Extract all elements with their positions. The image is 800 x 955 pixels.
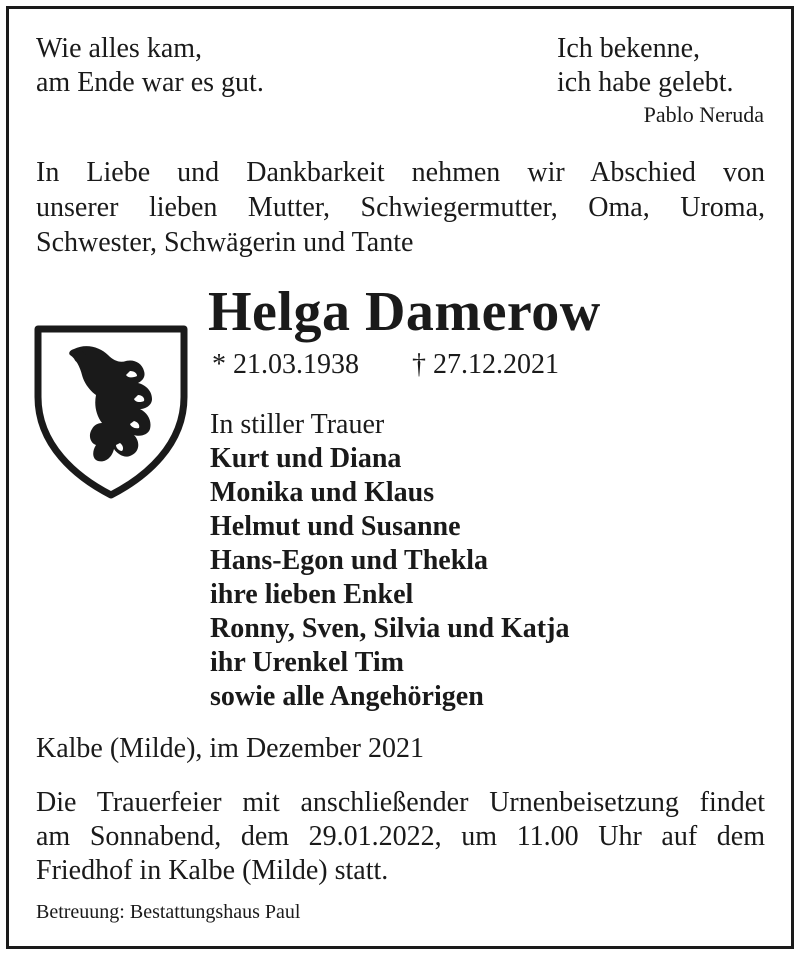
mourner-name: sowie alle Angehörigen <box>210 681 484 712</box>
intro-line-2: unserer lieben Mutter, Schwiegermutter, Oma, Uroma, <box>36 192 765 223</box>
place-date: Kalbe (Milde), im Dezember 2021 <box>36 733 424 764</box>
ceremony-line-2: am Sonnabend, dem 29.01.2022, um 11.00 Uhr auf dem <box>36 821 765 852</box>
mourner-name: ihr Urenkel Tim <box>210 647 404 678</box>
coat-of-arms-shield-icon <box>34 325 188 499</box>
intro-paragraph <box>36 155 765 260</box>
mourner-name: Hans-Egon und Thekla <box>210 545 489 576</box>
funeral-home-credit: Betreuung: Bestattungshaus Paul <box>36 901 301 923</box>
mourner-name: Ronny, Sven, Silvia und Katja <box>210 613 570 644</box>
ceremony-line-3: Friedhof in Kalbe (Milde) statt. <box>36 855 389 886</box>
birth-date: * 21.03.1938 <box>212 349 359 380</box>
quote-right-line-1: Ich bekenne, <box>557 33 701 64</box>
intro-line-3: Schwester, Schwägerin und Tante <box>36 227 414 258</box>
mourners-heading: In stiller Trauer <box>210 409 385 440</box>
ceremony-paragraph <box>36 786 765 888</box>
mourner-name: Monika und Klaus <box>210 477 435 508</box>
quote-left-line-2: am Ende war es gut. <box>36 67 264 98</box>
quote-right-line-2: ich habe gelebt. <box>557 67 734 98</box>
mourner-name: Kurt und Diana <box>210 443 402 474</box>
mourner-name: ihre lieben Enkel <box>210 579 414 610</box>
quote-left-line-1: Wie alles kam, <box>36 33 203 64</box>
deceased-name: Helga Damerow <box>208 281 601 343</box>
mourner-name: Helmut und Susanne <box>210 511 461 542</box>
ceremony-line-1: Die Trauerfeier mit anschließender Urnenbeisetzung findet <box>36 787 765 818</box>
death-date: † 27.12.2021 <box>412 349 559 380</box>
intro-line-1: In Liebe und Dankbarkeit nehmen wir Abschied von <box>36 157 765 188</box>
mourners-list <box>210 408 569 714</box>
quote-author: Pablo Neruda <box>643 102 764 127</box>
